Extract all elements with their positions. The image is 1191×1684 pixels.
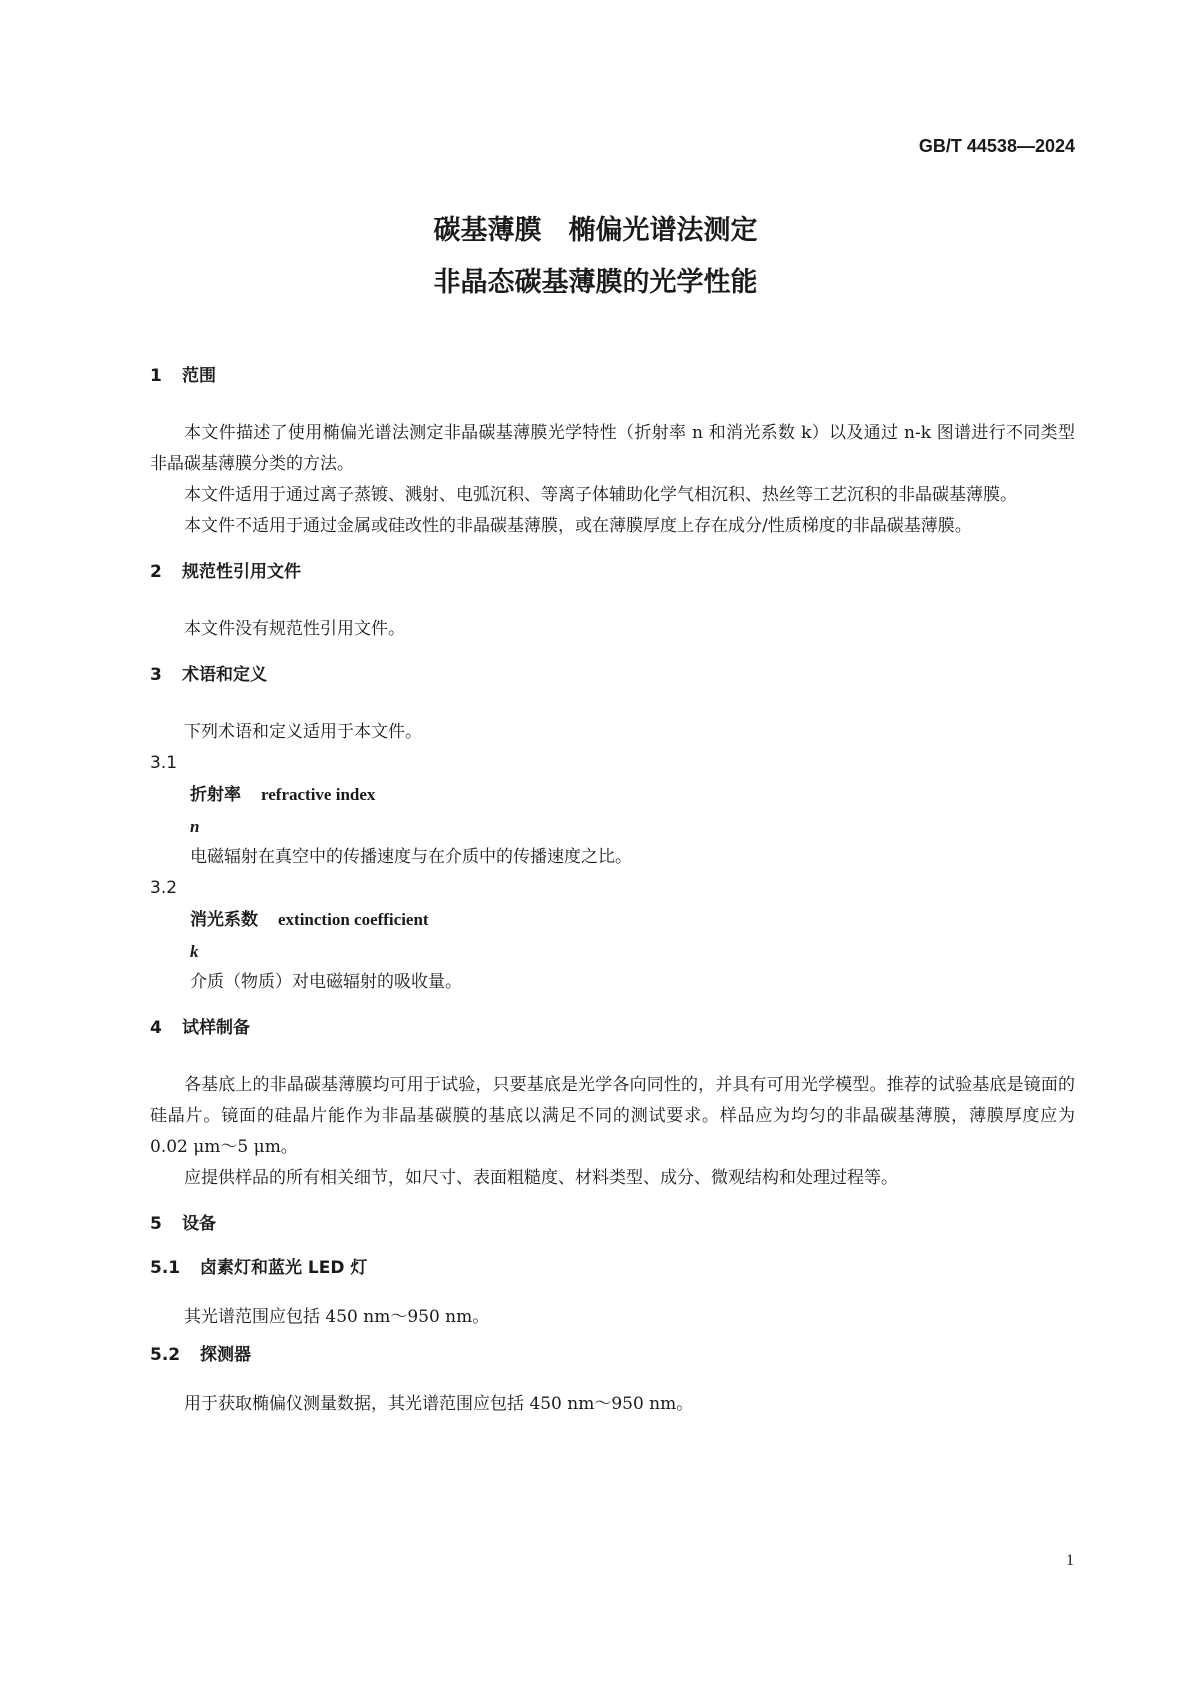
document-title bbox=[0, 205, 1191, 309]
paragraph: 本文件没有规范性引用文件。 bbox=[184, 619, 405, 639]
term-symbol: k bbox=[190, 942, 199, 961]
term-name bbox=[150, 779, 1075, 811]
paragraph: 其光谱范围应包括 450 nm～950 nm。 bbox=[184, 1307, 490, 1327]
section-number: 2 bbox=[150, 562, 162, 582]
section-3-heading bbox=[150, 661, 1075, 689]
section-number: 1 bbox=[150, 366, 162, 386]
term-name-cn: 消光系数 bbox=[190, 910, 258, 930]
paragraph: 下列术语和定义适用于本文件。 bbox=[184, 722, 422, 742]
subsection-number: 5.2 bbox=[150, 1345, 181, 1365]
subsection-5-1-heading bbox=[150, 1254, 1075, 1282]
title-line-2: 非晶态碳基薄膜的光学性能 bbox=[433, 267, 758, 298]
section-title: 设备 bbox=[182, 1214, 216, 1234]
paragraph: 本文件适用于通过离子蒸镀、溅射、电弧沉积、等离子体辅助化学气相沉积、热丝等工艺沉积的非晶碳基薄膜。 bbox=[184, 485, 1017, 505]
section-2-heading bbox=[150, 558, 1075, 586]
paragraph: 应提供样品的所有相关细节，如尺寸、表面粗糙度、材料类型、成分、微观结构和处理过程等。 bbox=[184, 1168, 898, 1188]
title-line-1: 碳基薄膜 椭偏光谱法测定 bbox=[433, 215, 758, 246]
subsection-title: 卤素灯和蓝光 LED 灯 bbox=[200, 1258, 368, 1278]
section-number: 4 bbox=[150, 1018, 162, 1038]
section-5-heading bbox=[150, 1210, 1075, 1238]
section-title: 规范性引用文件 bbox=[182, 562, 301, 582]
subsection-5-2-heading bbox=[150, 1341, 1075, 1369]
section-title: 试样制备 bbox=[182, 1018, 250, 1038]
section-title: 术语和定义 bbox=[182, 665, 267, 685]
term-name bbox=[150, 904, 1075, 936]
paragraph: 本文件不适用于通过金属或硅改性的非晶碳基薄膜，或在薄膜厚度上存在成分/性质梯度的非晶碳基薄膜。 bbox=[184, 516, 972, 536]
section-4-heading bbox=[150, 1014, 1075, 1042]
term-symbol: n bbox=[190, 817, 200, 836]
term-name-en: extinction coefficient bbox=[278, 910, 429, 929]
term-name-en: refractive index bbox=[261, 785, 376, 804]
document-body bbox=[150, 362, 1075, 1420]
term-number: 3.1 bbox=[150, 753, 178, 773]
paragraph: 各基底上的非晶碳基薄膜均可用于试验，只要基底是光学各向同性的，并具有可用光学模型。推荐的试验基底是镜面的硅晶片。镜面的硅晶片能作为非晶基碳膜的基底以满足不同的测试要求。样品应为均匀的非晶碳基薄膜，薄膜厚度应为 0.02 μm～5 μm。 bbox=[150, 1075, 1075, 1157]
section-title: 范围 bbox=[182, 366, 216, 386]
term-number: 3.2 bbox=[150, 878, 178, 898]
section-number: 3 bbox=[150, 665, 162, 685]
term-definition: 电磁辐射在真空中的传播速度与在介质中的传播速度之比。 bbox=[190, 847, 632, 867]
section-number: 5 bbox=[150, 1214, 162, 1234]
paragraph: 用于获取椭偏仪测量数据，其光谱范围应包括 450 nm～950 nm。 bbox=[184, 1394, 694, 1414]
subsection-number: 5.1 bbox=[150, 1258, 181, 1278]
paragraph: 本文件描述了使用椭偏光谱法测定非晶碳基薄膜光学特性（折射率 n 和消光系数 k）以及通过 n-k 图谱进行不同类型非晶碳基薄膜分类的方法。 bbox=[150, 423, 1075, 474]
page-number: 1 bbox=[1066, 1552, 1074, 1569]
subsection-title: 探测器 bbox=[200, 1345, 251, 1365]
term-name-cn: 折射率 bbox=[190, 785, 241, 805]
standard-code: GB/T 44538—2024 bbox=[918, 136, 1075, 156]
section-1-heading bbox=[150, 362, 1075, 390]
term-definition: 介质（物质）对电磁辐射的吸收量。 bbox=[190, 972, 462, 992]
